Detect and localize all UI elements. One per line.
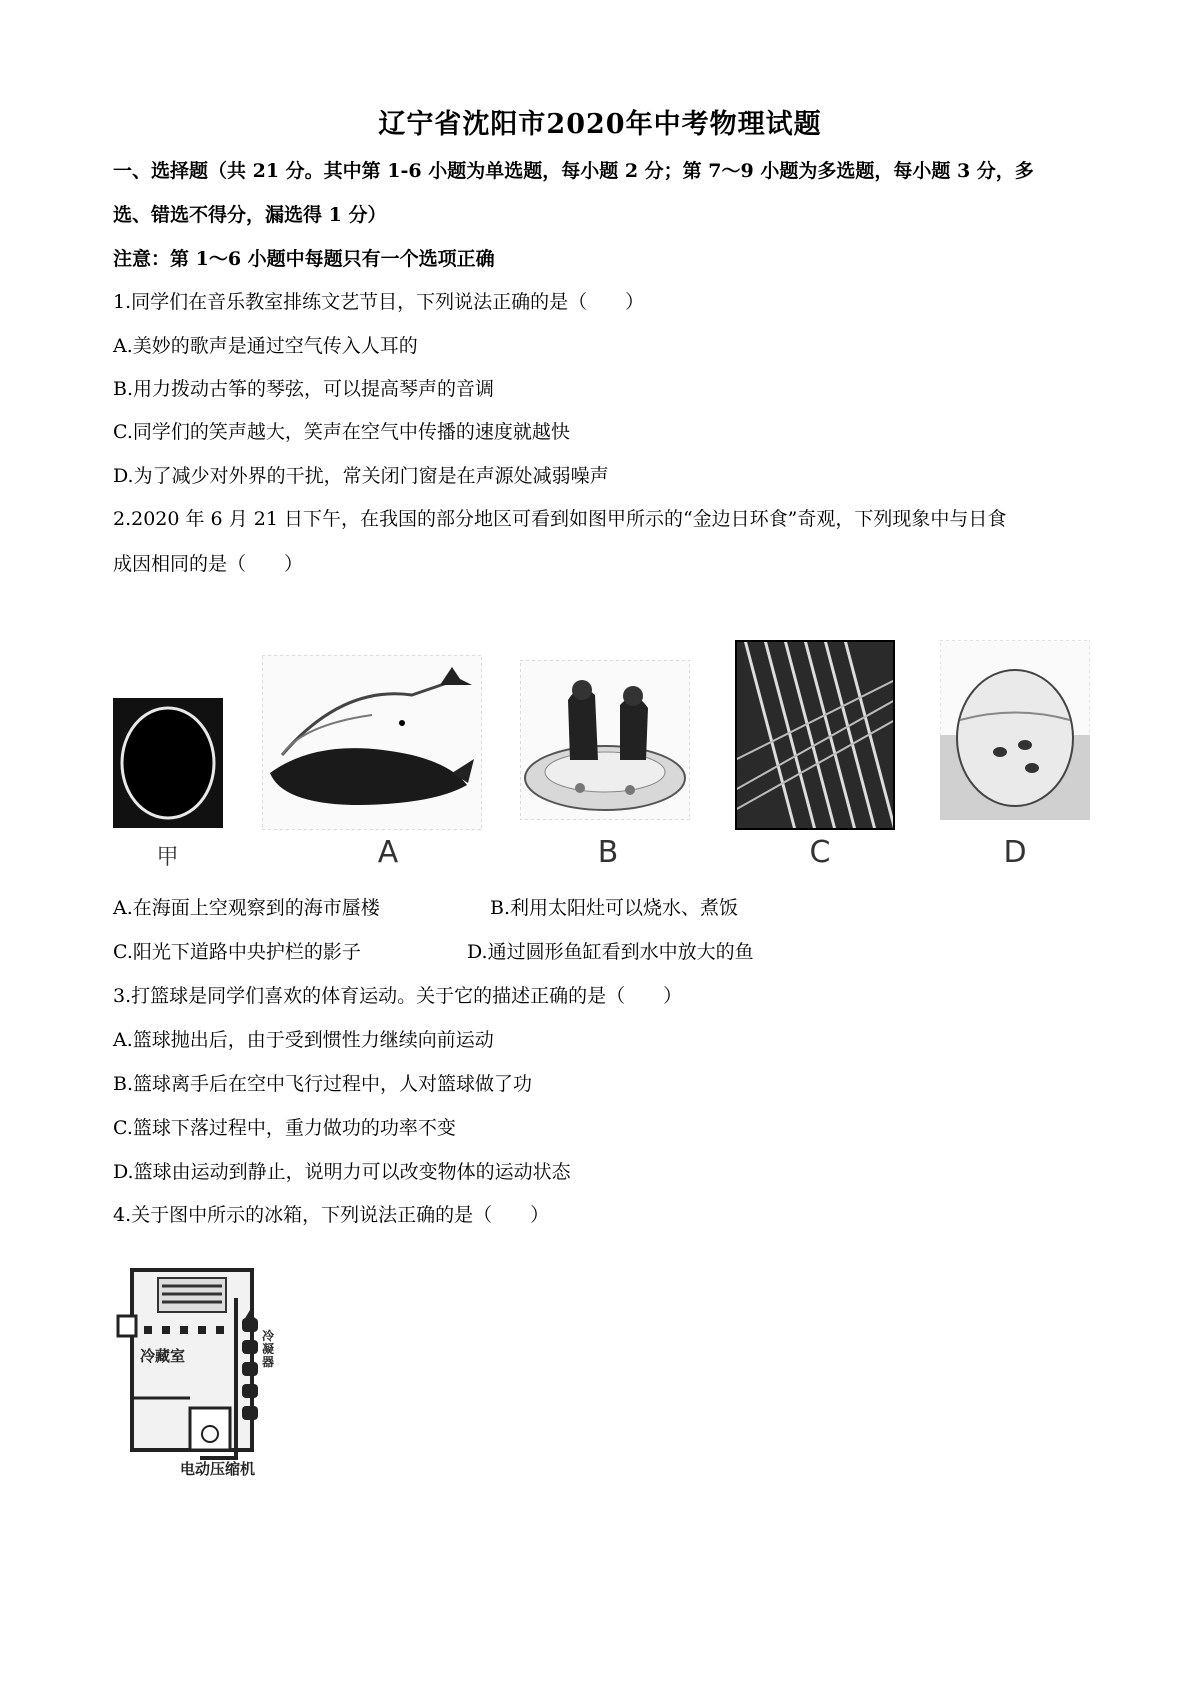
section-heading-cont: 选、错选不得分，漏选得 1 分） (113, 204, 387, 226)
question-3-option-b: B.篮球离手后在空中飞行过程中，人对篮球做了功 (113, 1073, 533, 1095)
question-2-option-c: C.阳光下道路中央护栏的影子 (113, 941, 361, 963)
question-1-option-a: A.美妙的歌声是通过空气传入人耳的 (113, 335, 418, 357)
question-1-stem: 1.同学们在音乐教室排练文艺节目，下列说法正确的是（ ） (113, 291, 645, 313)
figure-label-jia: 甲 (156, 845, 179, 870)
question-1-option-b: B.用力拨动古筝的琴弦，可以提高琴声的音调 (113, 378, 495, 400)
section-note: 注意：第 1～6 小题中每题只有一个选项正确 (113, 248, 495, 270)
figure-label-c: C (809, 835, 831, 870)
figure-d-fish-tank (940, 640, 1090, 820)
figure-label-d: D (1003, 835, 1027, 870)
figure-b-solar-cooker (520, 660, 690, 820)
question-3-stem: 3.打篮球是同学们喜欢的体育运动。关于它的描述正确的是（ ） (113, 985, 683, 1007)
figure-refrigerator (110, 1258, 290, 1480)
question-2-option-b: B.利用太阳灶可以烧水、煮饭 (490, 897, 739, 919)
page-title: 辽宁省沈阳市2020年中考物理试题 (378, 109, 822, 140)
figure-a-mirage (262, 655, 482, 830)
section-heading: 一、选择题（共 21 分。其中第 1-6 小题为单选题，每小题 2 分；第 7～9 小题为多选题，每小题 3 分，多 (113, 160, 1034, 182)
question-4-stem: 4.关于图中所示的冰箱，下列说法正确的是（ ） (113, 1204, 550, 1226)
figure-c-railing-shadow (735, 640, 895, 830)
figure-label-compressor: 电动压缩机 (180, 1460, 256, 1478)
question-1-option-c: C.同学们的笑声越大，笑声在空气中传播的速度就越快 (113, 421, 570, 443)
question-2-option-d: D.通过圆形鱼缸看到水中放大的鱼 (467, 941, 754, 963)
figure-label-condenser: 冷凝器 (262, 1329, 275, 1369)
question-2-stem-cont: 成因相同的是（ ） (113, 553, 304, 575)
question-2-option-a: A.在海面上空观察到的海市蜃楼 (113, 897, 380, 919)
question-2-stem: 2.2020 年 6 月 21 日下午，在我国的部分地区可看到如图甲所示的“金边日环食”奇观，下列现象中与日食 (113, 508, 1007, 530)
figure-label-a: A (377, 835, 399, 870)
figure-label-b: B (597, 835, 619, 870)
question-3-option-c: C.篮球下落过程中，重力做功的功率不变 (113, 1117, 456, 1139)
figure-label-refrigeration-room: 冷藏室 (140, 1347, 186, 1365)
figure-jia-eclipse (113, 698, 223, 828)
question-3-option-a: A.篮球抛出后，由于受到惯性力继续向前运动 (113, 1029, 494, 1051)
question-3-option-d: D.篮球由运动到静止，说明力可以改变物体的运动状态 (113, 1161, 571, 1183)
question-1-option-d: D.为了减少对外界的干扰，常关闭门窗是在声源处减弱噪声 (113, 465, 609, 487)
